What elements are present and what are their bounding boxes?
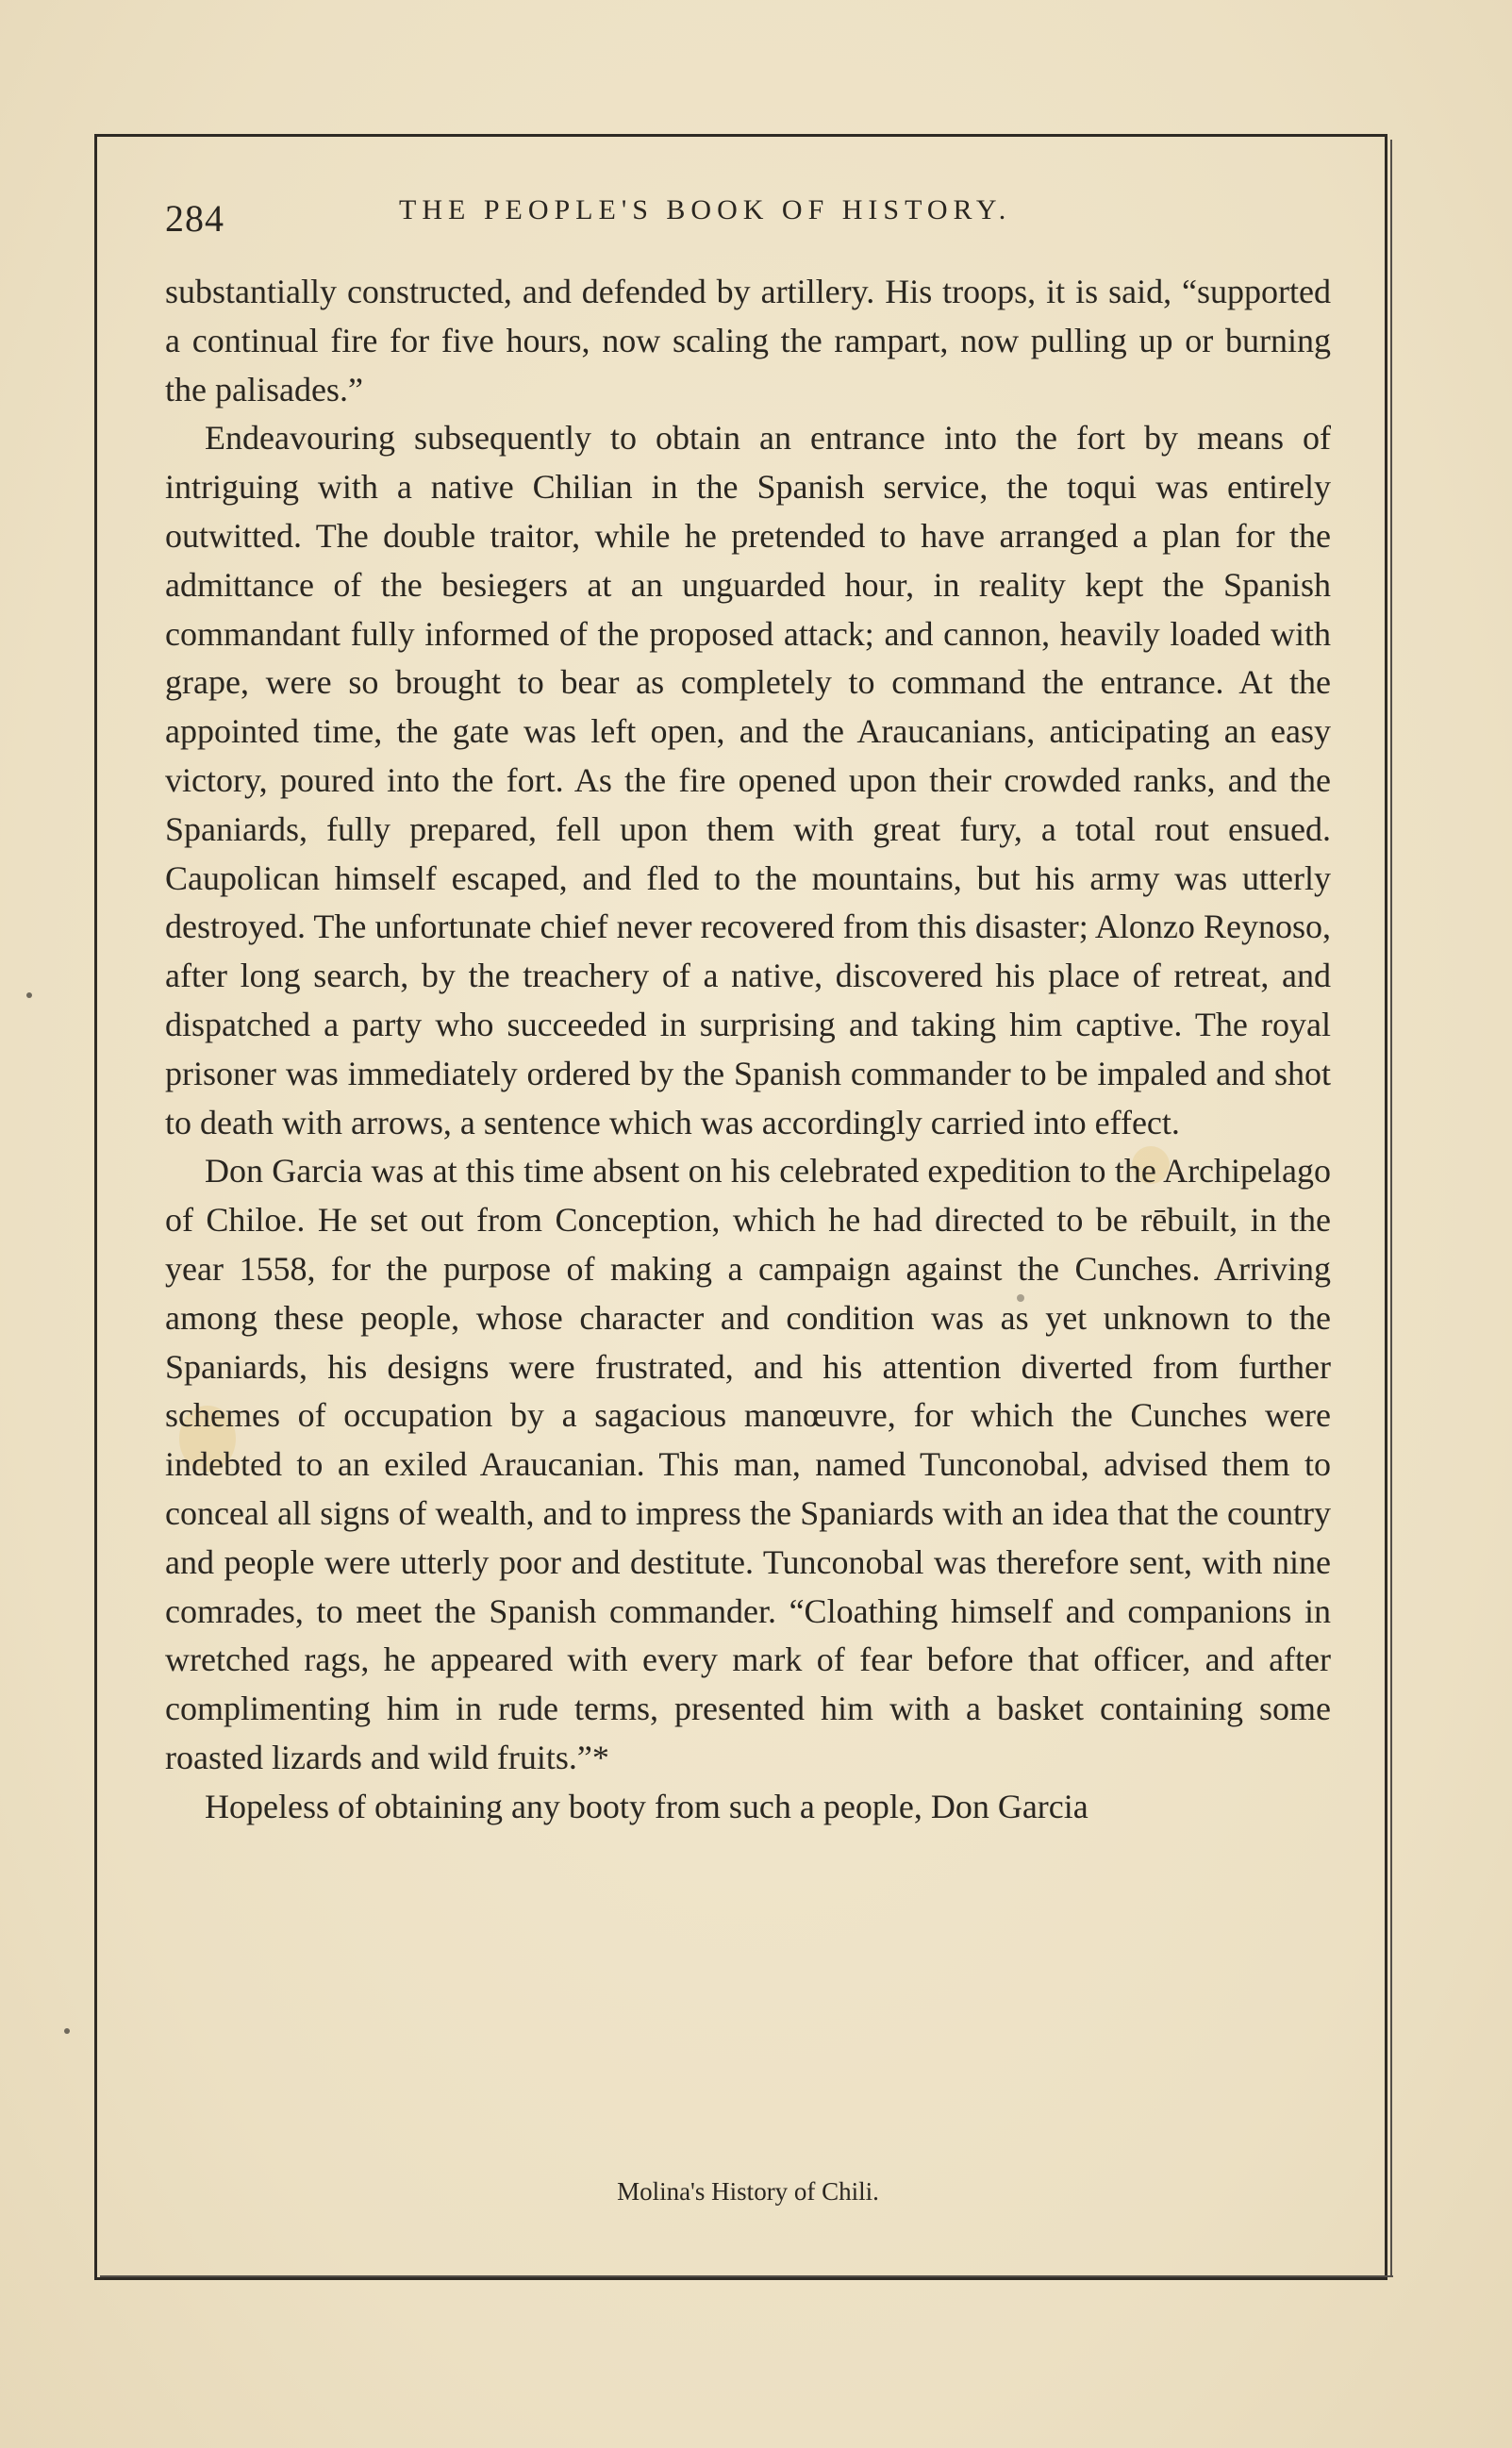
page-number: 284 xyxy=(165,197,224,240)
ink-speck xyxy=(26,992,32,998)
paragraph: Endeavouring subsequently to obtain an entrance into the fort by means of intriguing with a native Chilian in the Spanish service, the toqui was entirely outwitted. The double traitor, while he pretended to have arranged a plan for the admittance of the besiegers at an unguarded hour, in reality kept the Spanish commandant fully informed of the proposed attack; and cannon, heavily loaded with grape, were so brought to bear as completely to command the entrance. At the appointed time, the gate was left open, and the Araucanians, anticipating an easy victory, poured into the fort. As the fire opened upon their crowded ranks, and the Spaniards, fully prepared, fell upon them with great fury, a total rout ensued. Caupolican himself escaped, and fled to the mountains, but his army was utterly destroyed. The unfortunate chief never recovered from this disaster; Alonzo Reynoso, after long search, by the treachery of a native, discovered his place of retreat, and dispatched a party who succeeded in surprising and taking him captive. The royal prisoner was immediately ordered by the Spanish commander to be impaled and shot to death with arrows, a sentence which was accordingly carried into effect. xyxy=(165,419,1331,1141)
body-text xyxy=(165,268,1331,1832)
book-title: THE PEOPLE'S BOOK OF HISTORY. xyxy=(399,194,1012,225)
paragraph: Don Garcia was at this time absent on his celebrated expedition to the Archipelago of Chiloe. He set out from Conception, which he had directed to be rēbuilt, in the year 1558, for the purpose of making a campaign against the Cunches. Arriving among these people, whose character and condition was as yet unknown to the Spaniards, his designs were frustrated, and his attention diverted from further schemes of occupation by a sagacious manœuvre, for which the Cunches were indebted to an exiled Araucanian. This man, named Tunconobal, advised them to conceal all signs of wealth, and to impress the Spaniards with an idea that the country and people were utterly poor and destitute. Tunconobal was therefore sent, with nine comrades, to meet the Spanish commander. “Cloathing himself and companions in wretched rags, he appeared with every mark of fear before that officer, and after complimenting him in rude terms, presented him with a basket containing some roasted lizards and wild fruits.”* xyxy=(165,1152,1331,1776)
footnote: Molina's History of Chili. xyxy=(617,2177,879,2206)
ink-speck xyxy=(1017,1294,1024,1302)
ink-speck xyxy=(64,2028,70,2034)
page-border-shadow xyxy=(1388,140,1392,2277)
paragraph: Hopeless of obtaining any booty from such a people, Don Garcia xyxy=(205,1787,1088,1825)
page-border-shadow xyxy=(100,2272,1393,2277)
running-head xyxy=(165,189,1335,245)
paragraph: substantially constructed, and defended by artillery. His troops, it is said, “supported a continual fire for five hours, now scaling the rampart, now pulling up or burning the palisades.” xyxy=(165,273,1331,408)
